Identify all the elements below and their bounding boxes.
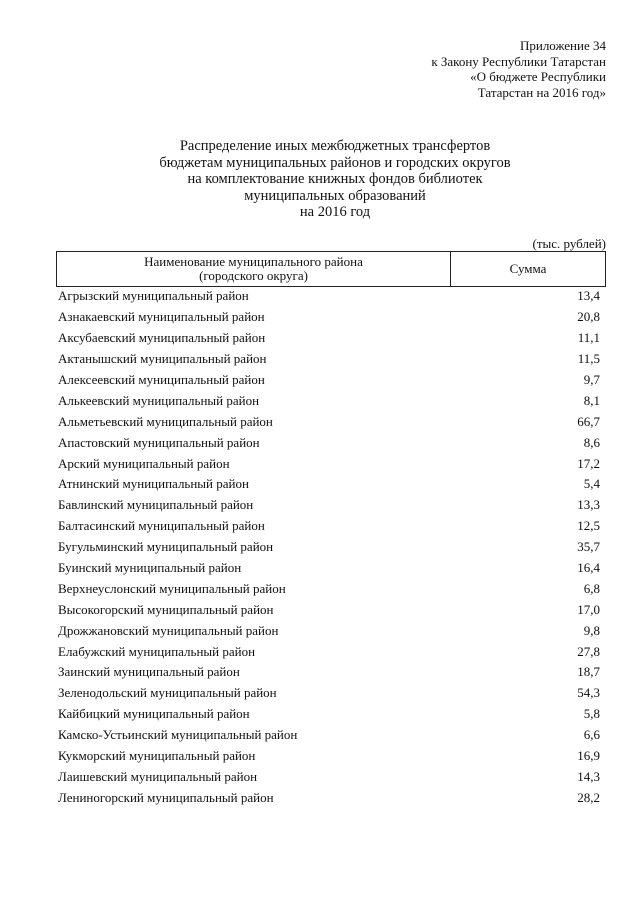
district-name: Камско-Устьинский муниципальный район	[58, 727, 298, 743]
appendix-line: Татарстан на 2016 год»	[477, 84, 606, 100]
district-amount: 12,5	[577, 518, 600, 534]
district-name: Лениногорский муниципальный район	[58, 789, 274, 805]
district-name: Буинский муниципальный район	[58, 560, 242, 576]
district-name: Агрызский муниципальный район	[58, 288, 249, 304]
district-amount: 6,8	[583, 580, 600, 596]
table-body	[56, 286, 600, 808]
district-amount: 9,8	[583, 622, 600, 638]
district-name: Дрожжановский муниципальный район	[58, 622, 279, 638]
district-name: Кукморский муниципальный район	[58, 748, 256, 764]
district-name: Апастовский муниципальный район	[58, 434, 260, 450]
table-row	[56, 746, 600, 767]
title-line: муниципальных образований	[244, 187, 426, 204]
district-amount: 66,7	[577, 413, 600, 429]
district-amount: 17,0	[577, 601, 600, 617]
district-name: Альметьевский муниципальный район	[58, 413, 273, 429]
table-row	[56, 725, 600, 746]
table-row	[56, 516, 600, 537]
appendix-line: к Закону Республики Татарстан	[431, 53, 606, 69]
units-label: (тыс. рублей)	[532, 236, 606, 251]
table-row	[56, 328, 600, 349]
appendix-block	[431, 38, 606, 100]
document-title	[0, 138, 640, 221]
district-name: Бугульминский муниципальный район	[58, 539, 274, 555]
district-amount: 9,7	[583, 372, 600, 387]
table-row	[56, 704, 600, 725]
district-name: Верхнеуслонский муниципальный район	[58, 580, 286, 596]
district-name: Актанышский муниципальный район	[58, 351, 267, 367]
district-amount: 18,7	[577, 664, 600, 680]
table-row	[56, 599, 600, 620]
district-name: Бавлинский муниципальный район	[58, 497, 254, 513]
district-name: Заинский муниципальный район	[58, 664, 240, 680]
district-amount: 5,4	[583, 476, 600, 492]
district-amount: 35,7	[577, 539, 600, 555]
title-line: Распределение иных межбюджетных трансфертов	[179, 138, 491, 154]
header-name-line: Наименование муниципального района	[144, 254, 363, 269]
district-amount: 11,1	[577, 330, 600, 346]
table-row	[56, 662, 600, 683]
district-name: Балтасинский муниципальный район	[58, 518, 265, 534]
table-row	[56, 370, 600, 391]
table-row	[56, 307, 600, 328]
district-name: Арский муниципальный район	[58, 455, 230, 471]
district-name: Аксубаевский муниципальный район	[58, 330, 266, 346]
table-row	[56, 474, 600, 495]
table-row	[56, 390, 600, 411]
district-amount: 20,8	[577, 309, 600, 325]
district-amount: 16,9	[577, 748, 600, 764]
table-row	[56, 683, 600, 704]
district-amount: 17,2	[577, 455, 600, 471]
district-name: Алексеевский муниципальный район	[58, 372, 265, 387]
district-amount: 54,3	[577, 685, 600, 701]
district-amount: 28,2	[577, 789, 600, 805]
table-row	[56, 349, 600, 370]
appendix-line: «О бюджете Республики	[470, 69, 606, 84]
table-row	[56, 787, 600, 808]
district-amount: 13,4	[577, 288, 600, 304]
table-row	[56, 641, 600, 662]
district-amount: 14,3	[577, 768, 600, 784]
header-amount-cell: Сумма	[451, 252, 606, 287]
table-row	[56, 578, 600, 599]
table-row	[56, 537, 600, 558]
district-name: Азнакаевский муниципальный район	[58, 309, 265, 325]
table-row	[56, 453, 600, 474]
district-name: Высокогорский муниципальный район	[58, 601, 274, 617]
table-row	[56, 558, 600, 579]
header-name-line: (городского округа)	[199, 268, 308, 283]
table-row	[56, 286, 600, 307]
district-name: Кайбицкий муниципальный район	[58, 706, 250, 722]
title-line: на 2016 год	[299, 204, 371, 220]
district-name: Лаишевский муниципальный район	[58, 768, 258, 784]
table-row	[56, 411, 600, 432]
appendix-line: Приложение 34	[519, 38, 606, 53]
district-amount: 11,5	[577, 351, 600, 367]
title-line: бюджетам муниципальных районов и городских округов	[159, 154, 511, 171]
district-amount: 8,6	[583, 434, 600, 450]
district-name: Атнинский муниципальный район	[58, 476, 249, 492]
district-amount: 16,4	[577, 560, 600, 576]
table-row	[56, 766, 600, 787]
table-row	[56, 620, 600, 641]
table-row	[56, 432, 600, 453]
title-line: на комплектование книжных фондов библиотек	[187, 171, 483, 187]
district-amount: 8,1	[583, 392, 600, 408]
district-amount: 5,8	[583, 706, 600, 722]
district-amount: 13,3	[577, 497, 600, 513]
district-amount: 6,6	[583, 727, 600, 743]
header-name-cell	[57, 252, 451, 287]
district-name: Алькеевский муниципальный район	[58, 392, 260, 408]
table-row	[56, 495, 600, 516]
table-header	[56, 251, 606, 287]
district-name: Елабужский муниципальный район	[58, 643, 256, 659]
district-name: Зеленодольский муниципальный район	[58, 685, 277, 701]
district-amount: 27,8	[577, 643, 600, 659]
